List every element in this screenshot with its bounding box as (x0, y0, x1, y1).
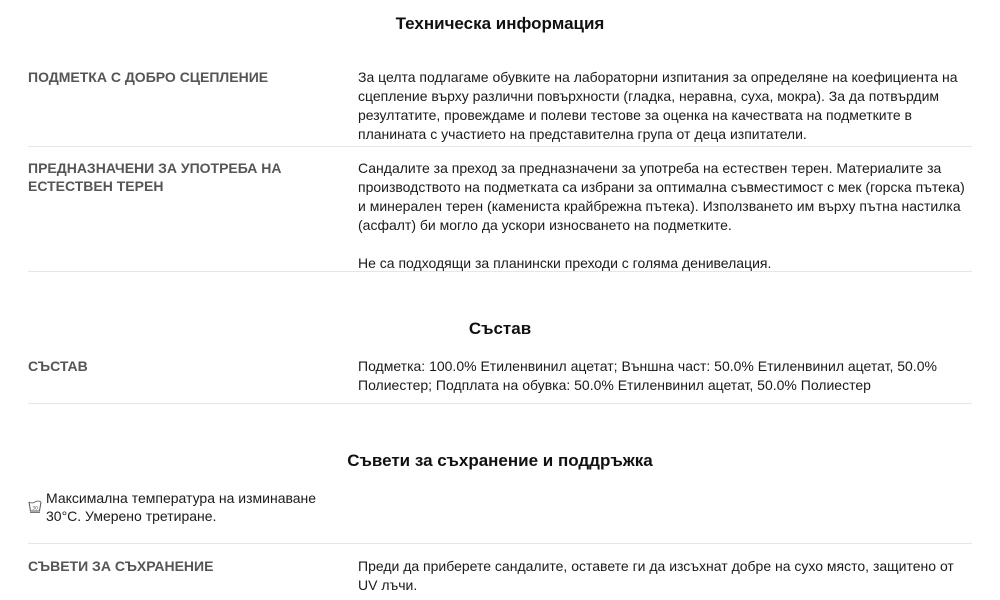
spec-label: СЪСТАВ (28, 358, 88, 374)
care-instruction-text: Максимална температура на изминаване 30°C. Умерено третиране. (46, 490, 317, 524)
spec-label: СЪВЕТИ ЗА СЪХРАНЕНИЕ (28, 558, 214, 574)
care-instruction-washing (28, 489, 348, 525)
spec-row-composition (28, 357, 972, 404)
svg-text:30: 30 (32, 506, 38, 512)
section-title-technical: Техническа информация (395, 14, 605, 33)
spec-value (358, 159, 974, 273)
spec-row-storage-tips (28, 557, 972, 600)
wash-30-icon (28, 499, 42, 513)
section-title-care: Съвети за съхранение и поддръжка (347, 451, 653, 470)
divider (28, 543, 972, 544)
spec-paragraph: Сандалите за преход за предназначени за употреба на естествен терен. Материалите за производството на подметката са избрани за оптимална съвместимост с мек (горска пътека) и минерален терен (камениста крайбрежна пътека). Използването им върху пътна настилка (асфалт) би могло да ускори износването на подметките. (358, 160, 965, 233)
spec-paragraph: Не са подходящи за планински преходи с голяма денивелация. (358, 255, 772, 271)
spec-value (358, 68, 974, 144)
spec-label: ПОДМЕТКА С ДОБРО СЦЕПЛЕНИЕ (28, 69, 269, 85)
spec-label: ПРЕДНАЗНАЧЕНИ ЗА УПОТРЕБА НА ЕСТЕСТВЕН ТЕРЕН (28, 160, 282, 194)
spec-row-grip-sole (28, 68, 972, 147)
section-title-composition: Състав (468, 319, 532, 338)
spec-row-natural-terrain (28, 159, 972, 272)
spec-paragraph: Подметка: 100.0% Етиленвинил ацетат; Външна част: 50.0% Етиленвинил ацетат, 50.0% Полиестер; Подплата на обувка: 50.0% Етиленвинил ацетат, 50.0% Полиестер (358, 358, 937, 393)
spec-value (358, 357, 974, 395)
spec-paragraph: Преди да приберете сандалите, оставете ги да изсъхнат добре на сухо място, защитено от UV лъчи. (358, 558, 954, 593)
spec-value (358, 557, 974, 595)
spec-paragraph: За целта подлагаме обувките на лабораторни изпитания за определяне на коефициента на сцепление върху различни повърхности (гладка, неравна, суха, мокра). За да потвърдим резултатите, провеждаме и полеви тестове за оценка на качествата на подметките в планината с участието на представителна група от деца изпитатели. (358, 69, 958, 142)
